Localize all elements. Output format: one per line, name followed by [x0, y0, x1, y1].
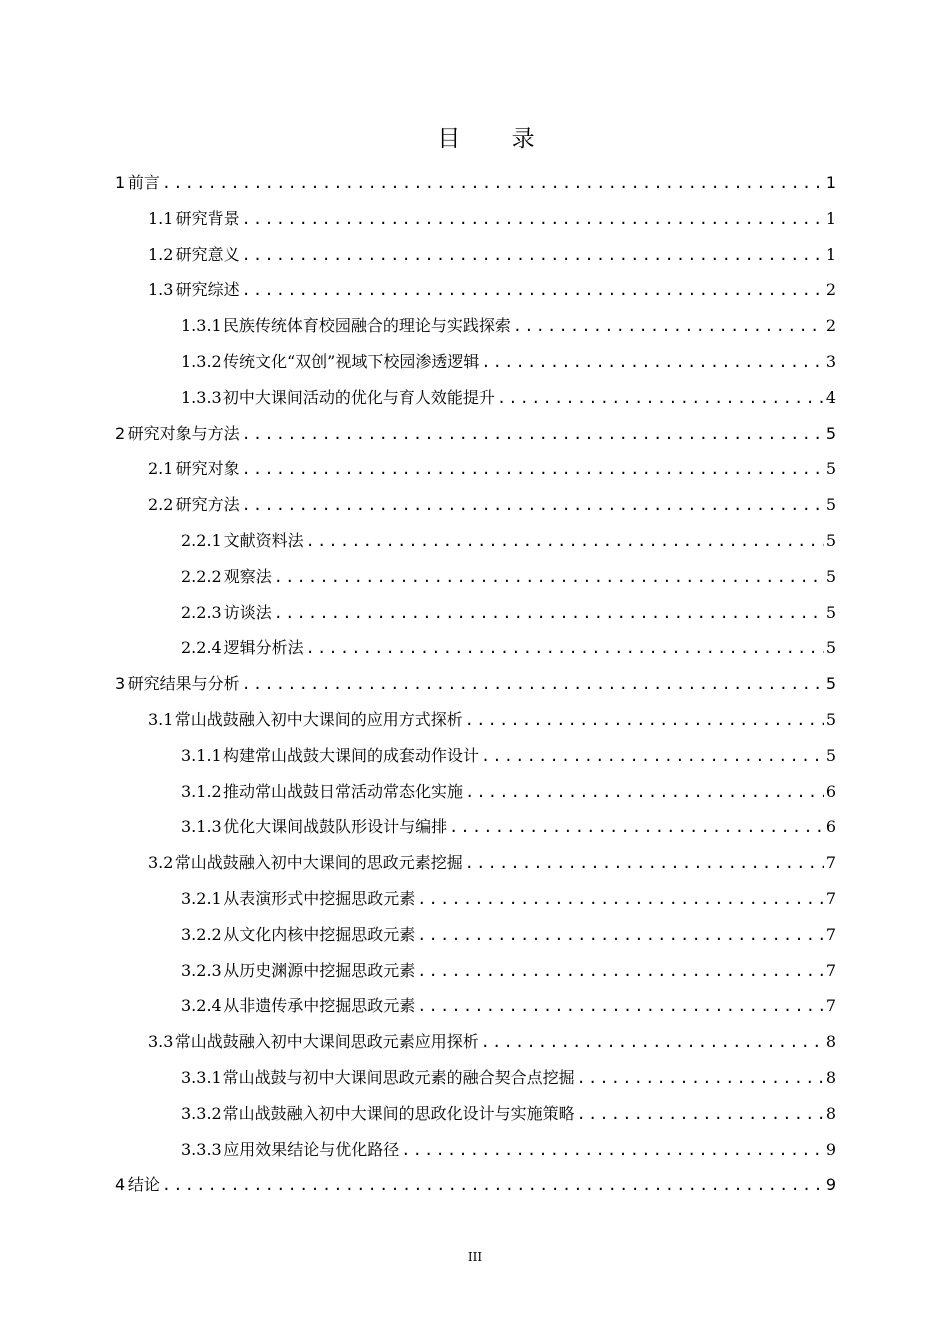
toc-entry[interactable] [181, 347, 836, 377]
toc-entry-number: 3.3.1 [181, 1068, 222, 1087]
toc-entry-title: 文献资料法 [223, 531, 304, 550]
dot-leader [481, 347, 823, 377]
dot-leader [242, 490, 824, 520]
toc-entry-title: 研究结果与分析 [127, 674, 240, 694]
toc-entry[interactable] [181, 1135, 836, 1165]
toc-entry[interactable] [115, 168, 836, 198]
toc-entry-page: 8 [825, 1103, 836, 1123]
dot-leader [465, 705, 824, 735]
toc-entry-page: 5 [825, 602, 836, 622]
toc-entry-page: 6 [825, 817, 836, 837]
toc-entry-title: 常山战鼓融入初中大课间的思政元素挖掘 [174, 853, 463, 873]
toc-entry-page: 7 [825, 889, 836, 908]
toc-entry[interactable] [115, 669, 836, 699]
toc-entry-number: 3.2.3 [181, 960, 222, 980]
toc-entry-number: 1 [115, 173, 126, 192]
dot-leader [242, 454, 824, 484]
toc-entry-number: 2.2.2 [181, 566, 222, 586]
toc-entry-page: 2 [825, 316, 836, 336]
toc-entry-title: 构建常山战鼓大课间的成套动作设计 [222, 745, 479, 765]
toc-entry-number: 3.2.2 [181, 924, 222, 944]
toc-entry-title: 常山战鼓融入初中大课间思政元素应用探析 [174, 1032, 479, 1052]
toc-entry-title: 推动常山战鼓日常活动常态化实施 [223, 781, 464, 801]
page-number: III [467, 1250, 483, 1264]
toc-entry[interactable] [181, 777, 836, 807]
dot-leader [242, 419, 824, 449]
dot-leader [306, 633, 824, 663]
toc-entry[interactable] [181, 633, 836, 663]
dot-leader [417, 956, 824, 986]
toc-entry-title: 民族传统体育校园融合的理论与实践探索 [222, 316, 511, 336]
toc-entry-page: 7 [825, 924, 836, 944]
dot-leader [577, 1063, 824, 1093]
toc-entry[interactable] [148, 454, 836, 484]
toc-entry-number: 1.3.1 [181, 316, 222, 336]
toc-entry-number: 3.2 [148, 853, 174, 873]
toc-entry[interactable] [181, 812, 836, 842]
toc-entry-page: 8 [825, 1068, 836, 1087]
toc-entry[interactable] [181, 598, 836, 628]
toc-entry-title: 优化大课间战鼓队形设计与编排 [223, 817, 448, 837]
toc-entry-title: 从历史渊源中挖掘思政元素 [223, 960, 416, 980]
toc-entry-number: 3.1.2 [181, 781, 222, 801]
toc-entry-page: 3 [825, 352, 836, 371]
toc-entry[interactable] [181, 884, 836, 914]
toc-entry[interactable] [181, 311, 836, 341]
toc-entry-page: 6 [825, 781, 836, 801]
toc-entry-number: 1.3 [148, 280, 174, 300]
toc-entry-number: 1.3.3 [181, 387, 222, 407]
toc-entry-number: 3.3.2 [181, 1103, 222, 1123]
toc-entry-page: 7 [825, 996, 836, 1016]
toc-entry[interactable] [181, 1099, 836, 1129]
toc-entry[interactable] [181, 991, 836, 1021]
toc-entry-number: 3.1 [148, 710, 174, 729]
dot-leader [417, 884, 824, 914]
toc-entry[interactable] [148, 240, 836, 270]
toc-entry-title: 观察法 [223, 566, 272, 586]
toc-entry-page: 1 [825, 208, 836, 228]
toc-entry-title: 常山战鼓融入初中大课间的应用方式探析 [174, 710, 463, 729]
toc-entry-number: 3.3.3 [181, 1139, 222, 1159]
toc-entry-title: 应用效果结论与优化路径 [223, 1139, 400, 1159]
toc-entry-title: 逻辑分析法 [223, 638, 304, 658]
toc-entry[interactable] [181, 956, 836, 986]
toc-entry-number: 1.1 [148, 208, 174, 228]
toc-entry-number: 2.2.1 [181, 531, 222, 550]
toc-entry-number: 3.1.3 [181, 817, 222, 837]
toc-entry-title: 访谈法 [223, 602, 272, 622]
toc-entry[interactable] [181, 741, 836, 771]
toc-entry[interactable] [148, 1027, 836, 1057]
toc-entry[interactable] [148, 490, 836, 520]
toc-entry[interactable] [148, 848, 836, 878]
toc-entry-number: 3.2.4 [181, 996, 222, 1016]
toc-entry-page: 5 [825, 638, 836, 658]
toc-entry-title: 前言 [127, 173, 160, 192]
toc-entry-page: 5 [825, 745, 836, 765]
toc-entry-number: 1.3.2 [181, 352, 222, 371]
toc-entry[interactable] [181, 383, 836, 413]
toc-entry-number: 1.2 [148, 244, 174, 264]
toc-entry-number: 3 [115, 674, 126, 694]
toc-entry[interactable] [181, 1063, 836, 1093]
toc-entry-page: 1 [825, 244, 836, 264]
toc-entry-page: 7 [825, 960, 836, 980]
toc-entry-title: 研究对象 [175, 459, 240, 479]
toc-entry-page: 8 [825, 1032, 836, 1052]
toc-entry-title: 从非遗传承中挖掘思政元素 [223, 996, 416, 1016]
dot-leader [465, 848, 824, 878]
toc-title: 目 录 [437, 126, 557, 152]
dot-leader [417, 920, 824, 950]
toc-entry[interactable] [181, 562, 836, 592]
dot-leader [274, 562, 824, 592]
dot-leader [306, 526, 824, 556]
toc-entry-page: 5 [825, 459, 836, 479]
toc-entry-title: 传统文化“双创”视域下校园渗透逻辑 [222, 352, 480, 371]
dot-leader [417, 991, 824, 1021]
toc-entry-title: 研究对象与方法 [127, 423, 240, 443]
toc-entry-number: 4 [115, 1175, 126, 1195]
dot-leader [242, 240, 824, 270]
toc-entry-number: 2.2 [148, 495, 174, 515]
toc-entry[interactable] [181, 920, 836, 950]
toc-entry-title: 研究方法 [175, 495, 240, 515]
toc-entry-title: 研究背景 [175, 208, 240, 228]
toc-entry[interactable] [181, 526, 836, 556]
dot-leader [162, 168, 824, 198]
toc-entry-page: 5 [825, 710, 836, 729]
dot-leader [242, 669, 824, 699]
toc-entry-page: 9 [825, 1175, 836, 1195]
toc-entry-title: 从文化内核中挖掘思政元素 [223, 924, 416, 944]
dot-leader [449, 812, 824, 842]
dot-leader [497, 383, 824, 413]
toc-entry-number: 2.2.4 [181, 638, 222, 658]
toc-entry-number: 3.2.1 [181, 889, 222, 908]
dot-leader [242, 204, 824, 234]
toc-entry-page: 2 [825, 280, 836, 300]
toc-entry-page: 5 [825, 531, 836, 550]
dot-leader [577, 1099, 824, 1129]
toc-entry[interactable] [148, 275, 836, 305]
toc-entry-page: 1 [825, 173, 836, 192]
dot-leader [481, 1027, 824, 1057]
toc-entry-title: 初中大课间活动的优化与育人效能提升 [222, 387, 495, 407]
dot-leader [401, 1135, 824, 1165]
toc-entry-title: 研究意义 [175, 244, 240, 264]
toc-entry[interactable] [148, 204, 836, 234]
dot-leader [513, 311, 824, 341]
dot-leader [481, 741, 824, 771]
toc-entry-number: 2 [115, 423, 126, 443]
toc-entry-page: 7 [825, 853, 836, 873]
dot-leader [465, 777, 824, 807]
dot-leader [274, 598, 824, 628]
toc-entry-title: 常山战鼓融入初中大课间的思政化设计与实施策略 [222, 1103, 575, 1123]
dot-leader [162, 1170, 824, 1200]
toc-entry-title: 结论 [127, 1175, 160, 1195]
toc-entry-number: 3.1.1 [181, 745, 222, 765]
toc-entry-number: 2.1 [148, 459, 174, 479]
toc-entry-title: 研究综述 [175, 280, 240, 300]
toc-entry[interactable] [115, 419, 836, 449]
toc-entry-page: 5 [825, 566, 836, 586]
toc-entry[interactable] [148, 705, 836, 735]
toc-entry-page: 5 [825, 674, 836, 694]
toc-entry-number: 2.2.3 [181, 602, 222, 622]
toc-entry-title: 从表演形式中挖掘思政元素 [223, 889, 416, 908]
toc-entry-page: 5 [825, 495, 836, 515]
toc-entry-number: 3.3 [148, 1032, 174, 1052]
dot-leader [242, 275, 824, 305]
toc-entry-page: 4 [825, 387, 836, 407]
toc-entry-page: 9 [825, 1139, 836, 1159]
toc-entry-title: 常山战鼓与初中大课间思政元素的融合契合点挖掘 [222, 1068, 575, 1087]
toc-entry[interactable] [115, 1170, 836, 1200]
toc-entry-page: 5 [825, 423, 836, 443]
